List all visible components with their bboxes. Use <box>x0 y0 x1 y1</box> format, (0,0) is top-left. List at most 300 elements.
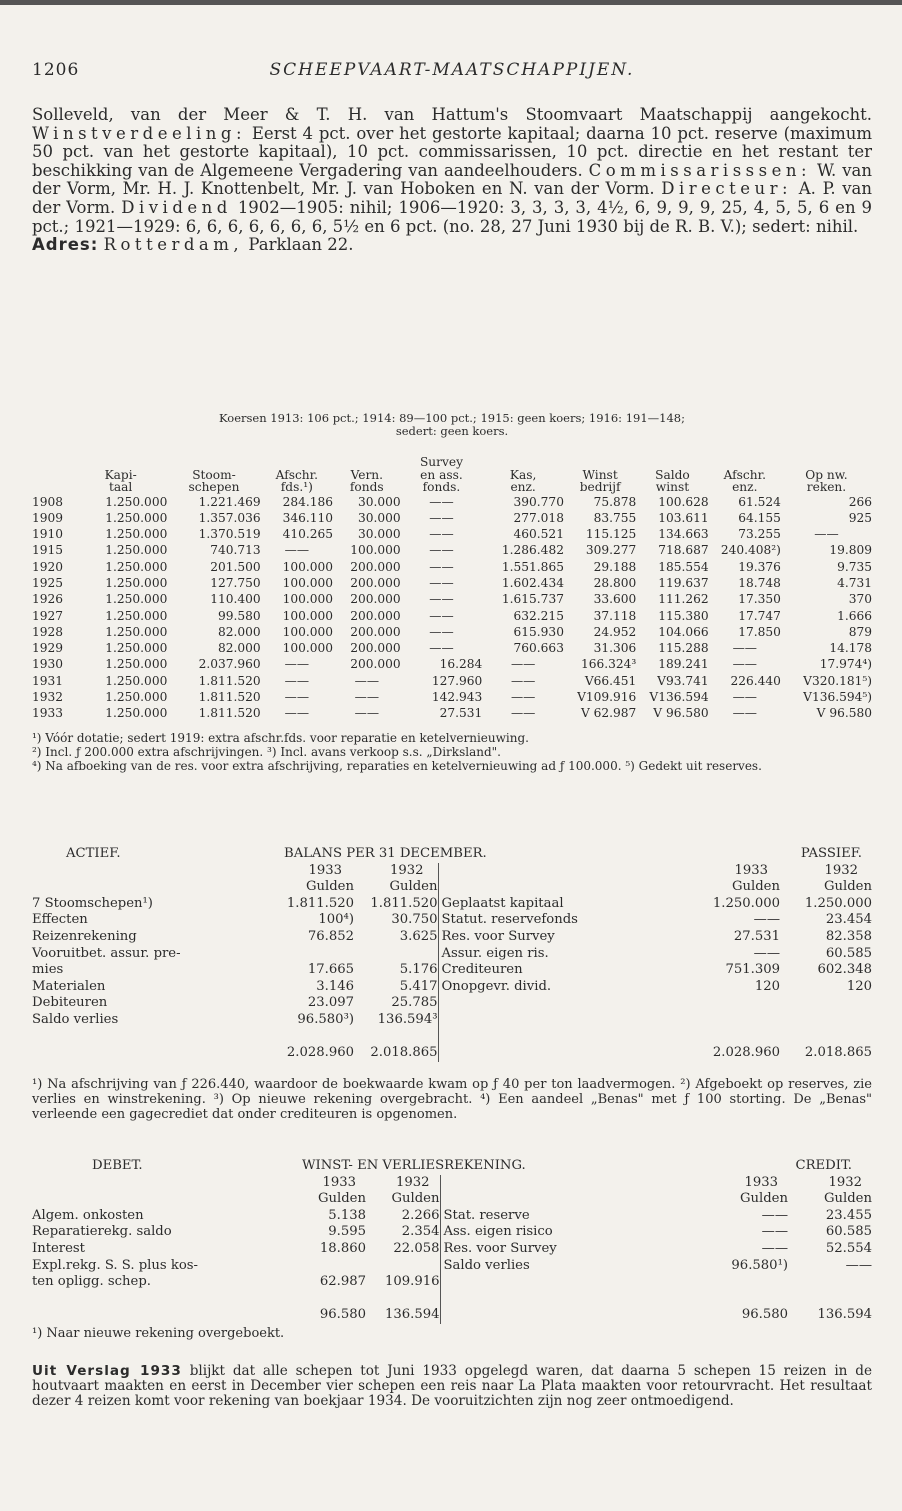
history-cell: 64.155 <box>738 510 781 525</box>
history-cell: 1.250.000 <box>105 494 168 509</box>
wv-row <box>32 1241 872 1258</box>
debet-value-1933: 9.595 <box>328 1224 366 1240</box>
unit-label: Gulden <box>389 879 438 895</box>
passief-label: Crediteuren <box>438 962 690 979</box>
profit-loss-account <box>32 1158 872 1324</box>
passief-value-1932: 120 <box>846 978 872 994</box>
history-row <box>32 526 872 542</box>
actief-value-1932: 5.176 <box>399 962 438 978</box>
history-cell: 615.930 <box>513 624 564 639</box>
history-cell: 82.000 <box>218 641 261 656</box>
history-cell: 1.250.000 <box>105 543 168 558</box>
history-cell: 1.602.434 <box>501 575 564 590</box>
history-cell: 19.376 <box>738 559 781 574</box>
history-cell: 1.250.000 <box>105 641 168 656</box>
history-cell: 100.000 <box>282 592 333 607</box>
history-year: 1931 <box>32 673 64 688</box>
header-line <box>781 456 872 469</box>
history-cell: 200.000 <box>350 657 401 672</box>
unit-label: Gulden <box>824 879 872 895</box>
company-description <box>32 106 872 255</box>
history-cell: 346.110 <box>282 510 333 525</box>
history-cell: 14.178 <box>829 641 872 656</box>
history-cell: —— <box>429 494 454 509</box>
history-cell: 83.755 <box>593 510 637 525</box>
history-row <box>32 575 872 591</box>
header-line: fonds <box>349 480 384 494</box>
history-year: 1915 <box>32 543 64 558</box>
actief-label: 7 Stoomschepen¹) <box>32 895 153 911</box>
history-cell: 200.000 <box>350 559 401 574</box>
year-1932: 1932 <box>828 1174 862 1190</box>
header-line: schepen <box>188 480 240 494</box>
unit-label: Gulden <box>318 1191 366 1207</box>
credit-title: CREDIT. <box>795 1158 852 1173</box>
history-cell: —— <box>510 706 536 721</box>
header-line: Winst <box>582 467 618 482</box>
history-cell: 127.750 <box>210 575 261 590</box>
wv-row <box>32 1258 872 1275</box>
balans-title: BALANS PER 31 DECEMBER. <box>284 846 487 861</box>
balance-row <box>32 1012 872 1029</box>
unit-label: Gulden <box>740 1191 788 1207</box>
empty <box>780 995 872 1012</box>
history-cell: —— <box>284 657 309 672</box>
history-column-header <box>261 456 333 494</box>
history-cell: 61.524 <box>738 494 781 509</box>
history-cell: 718.687 <box>658 543 709 558</box>
history-cell: —— <box>429 641 454 656</box>
header-line: fonds. <box>422 480 461 494</box>
history-cell: 632.215 <box>513 608 564 623</box>
history-cell: 760.663 <box>513 641 564 656</box>
directeur-text: A. P. van der Vorm. <box>32 179 872 217</box>
history-cell: 1.250.000 <box>105 624 168 639</box>
debet-label: Expl.rekg. S. S. plus kos- <box>32 1257 199 1273</box>
history-cell: 309.277 <box>585 543 637 558</box>
actief-value-1933: 3.146 <box>316 978 354 994</box>
history-year: 1932 <box>32 690 64 705</box>
verslag-label: Uit Verslag 1933 <box>32 1363 182 1379</box>
total-credit-1933: 96.580 <box>741 1307 788 1323</box>
history-cell: 284.186 <box>282 494 333 509</box>
history-cell: 740.713 <box>210 543 261 558</box>
empty <box>690 995 780 1012</box>
history-footnote: ¹) Vóór dotatie; sedert 1919: extra afschr.fds. voor reparatie en ketelvernieuwing. <box>32 731 529 745</box>
history-cell: 110.400 <box>210 592 261 607</box>
history-row <box>32 591 872 607</box>
history-cell: 2.037.960 <box>198 657 261 672</box>
credit-label: Saldo verlies <box>440 1258 708 1275</box>
history-row <box>32 640 872 656</box>
wv-year-row <box>32 1175 872 1192</box>
history-cell: —— <box>429 559 454 574</box>
actief-value-1932: 5.417 <box>399 978 438 994</box>
actief-value-1932 <box>354 946 438 963</box>
header-line <box>636 456 708 469</box>
history-cell: 119.637 <box>658 575 709 590</box>
history-cell: 1.370.519 <box>198 527 261 542</box>
history-cell: 200.000 <box>350 575 401 590</box>
verslag-text: blijkt dat alle schepen tot Juni 1933 opgelegd waren, dat daarna 5 schepen 15 reizen in de houtvaart maakten en eerst in December vier schepen een reis naar La Plata maakten voor retourvracht. Het resultaat dezer 4 reizen komt voor rekening van boekjaar 1934. De vooruitzichten zijn nog zeer ontmoedigend. <box>32 1363 873 1410</box>
history-column-header <box>401 456 483 494</box>
history-cell: 17.350 <box>738 592 781 607</box>
history-footnotes <box>32 731 872 773</box>
empty <box>440 1274 708 1291</box>
actief-label: Reizenrekening <box>32 928 137 944</box>
credit-value-1933: —— <box>761 1207 788 1223</box>
scan-top-edge <box>0 0 902 5</box>
history-cell: 100.000 <box>282 559 333 574</box>
header-line: fds.¹) <box>280 480 313 494</box>
history-cell: 16.284 <box>439 657 483 672</box>
passief-value-1932: 602.348 <box>817 962 872 978</box>
history-year: 1930 <box>32 657 64 672</box>
history-cell: 200.000 <box>350 624 401 639</box>
header-line: taal <box>109 480 133 494</box>
history-cell: 1.250.000 <box>105 608 168 623</box>
history-cell: 30.000 <box>357 510 401 525</box>
history-cell: 1.357.036 <box>198 510 261 525</box>
passief-value-1933: 1.250.000 <box>712 895 780 911</box>
header-line: Kas, <box>509 467 537 482</box>
actief-value-1933: 17.665 <box>307 962 354 978</box>
history-cell: —— <box>354 673 379 688</box>
history-cell: 1.286.482 <box>501 543 564 558</box>
balance-row <box>32 946 872 963</box>
passief-value-1932: 82.358 <box>825 928 872 944</box>
history-cell: 111.262 <box>658 592 709 607</box>
empty <box>438 995 690 1012</box>
balance-unit-row <box>32 879 872 896</box>
history-row <box>32 542 872 558</box>
history-cell: 30.000 <box>357 494 401 509</box>
wv-unit-row <box>32 1191 872 1208</box>
history-cell: 1.250.000 <box>105 673 168 688</box>
passief-value-1933: 120 <box>754 978 780 994</box>
history-cell: V93.741 <box>657 673 709 688</box>
balance-title-row <box>32 846 872 863</box>
history-cell: —— <box>732 657 757 672</box>
balance-row <box>32 979 872 996</box>
unit-label: Gulden <box>732 879 780 895</box>
history-footnote: ²) Incl. ƒ 200.000 extra afschrijvingen. ³) Incl. avans verkoop s.s. „Dirksland". <box>32 745 501 759</box>
history-cell: 99.580 <box>218 608 261 623</box>
history-footnote: ⁴) Na afboeking van de res. voor extra afschrijving, reparaties en ketelvernieuwing ad ƒ 100.000. ⁵) Gedekt uit reserves. <box>32 759 762 773</box>
debet-value-1933: 5.138 <box>328 1207 366 1223</box>
history-cell: 1.221.469 <box>198 494 261 509</box>
history-cell: 37.118 <box>593 608 637 623</box>
history-cell: —— <box>429 608 454 623</box>
history-cell: 104.066 <box>658 624 709 639</box>
history-cell: 1.250.000 <box>105 592 168 607</box>
debet-value-1932: 109.916 <box>384 1274 440 1290</box>
koersen-line-2: sedert: geen koers. <box>395 424 509 438</box>
header-line: en ass. <box>420 467 463 482</box>
history-cell: 185.554 <box>658 559 709 574</box>
history-cell: 1.811.520 <box>198 673 261 688</box>
history-cell: 31.306 <box>593 641 637 656</box>
passief-value-1932: 60.585 <box>825 945 872 961</box>
history-cell: 266 <box>848 494 872 509</box>
header-line <box>74 456 167 469</box>
history-year: 1927 <box>32 608 64 623</box>
history-row <box>32 673 872 689</box>
total-debet-1932: 136.594 <box>384 1307 440 1323</box>
history-cell: —— <box>429 527 454 542</box>
passief-label: Res. voor Survey <box>438 929 690 946</box>
adres-street: Parklaan 22. <box>248 235 354 255</box>
financial-history-table <box>32 456 872 722</box>
history-cell: 240.408²) <box>720 543 781 558</box>
actief-label: Materialen <box>32 978 106 994</box>
wv-row <box>32 1208 872 1225</box>
debet-label: Interest <box>32 1240 85 1256</box>
actief-label: mies <box>32 962 64 978</box>
credit-label: Ass. eigen risico <box>440 1224 708 1241</box>
passief-title: PASSIEF. <box>800 846 862 861</box>
history-year: 1926 <box>32 592 64 607</box>
passief-value-1933: 27.531 <box>733 928 780 944</box>
header-line: Saldo <box>655 467 690 482</box>
history-cell: 33.600 <box>593 592 637 607</box>
total-credit-1932: 136.594 <box>817 1307 872 1323</box>
total-debet-1933: 96.580 <box>319 1307 366 1323</box>
header-line <box>333 456 401 469</box>
unit-label: Gulden <box>306 879 354 895</box>
wv-footnote: ¹) Naar nieuwe rekening overgeboekt. <box>32 1326 285 1341</box>
winstverdeeling-label: Winstverdeeling: <box>32 123 247 143</box>
history-cell: 1.551.865 <box>501 559 564 574</box>
header-line: Op nw. <box>805 467 848 482</box>
history-year: 1909 <box>32 510 64 525</box>
history-column-header <box>636 456 708 494</box>
history-cell: 370 <box>848 592 872 607</box>
history-cell: 73.255 <box>738 527 781 542</box>
unit-label: Gulden <box>824 1191 872 1207</box>
header-line <box>167 456 260 469</box>
year-1933: 1933 <box>734 862 768 878</box>
history-cell: 189.241 <box>658 657 709 672</box>
actief-value-1933: 96.580³) <box>297 1011 354 1027</box>
actief-label: Effecten <box>32 912 88 928</box>
header-line: bedrijf <box>579 480 621 494</box>
history-cell: 100.000 <box>282 575 333 590</box>
history-cell: 100.000 <box>282 608 333 623</box>
history-header-row <box>32 456 872 494</box>
history-cell: —— <box>510 690 536 705</box>
actief-label: Debiteuren <box>32 995 108 1011</box>
history-cell: 100.628 <box>658 494 709 509</box>
empty <box>690 1012 780 1029</box>
history-cell: 200.000 <box>350 608 401 623</box>
history-cell: 1.250.000 <box>105 559 168 574</box>
history-cell: 1.250.000 <box>105 527 168 542</box>
history-cell: 200.000 <box>350 592 401 607</box>
history-cell: 30.000 <box>357 527 401 542</box>
empty <box>780 1012 872 1029</box>
history-year: 1920 <box>32 559 64 574</box>
balance-total-row <box>32 1045 872 1062</box>
history-cell: 18.748 <box>738 575 781 590</box>
year-1933: 1933 <box>322 1174 356 1190</box>
history-cell: 127.960 <box>431 673 483 688</box>
history-cell: —— <box>429 624 454 639</box>
unit-label: Gulden <box>391 1191 440 1207</box>
history-cell: 82.000 <box>218 624 261 639</box>
balance-year-row <box>32 863 872 880</box>
history-cell: 390.770 <box>513 494 564 509</box>
actief-value-1933 <box>270 946 354 963</box>
history-cell: —— <box>732 690 757 705</box>
passief-value-1932: 1.250.000 <box>804 895 872 911</box>
history-cell: 24.952 <box>593 624 637 639</box>
history-cell: 1.250.000 <box>105 575 168 590</box>
history-cell: —— <box>732 641 757 656</box>
debet-value-1933: 18.860 <box>319 1240 366 1256</box>
history-column-header <box>74 456 167 494</box>
history-cell: V136.594 <box>649 690 709 705</box>
history-cell: —— <box>284 706 309 721</box>
history-cell: —— <box>429 543 454 558</box>
header-line: Afschr. <box>275 467 319 482</box>
history-cell: 1.811.520 <box>198 690 261 705</box>
passief-value-1933: —— <box>753 945 780 961</box>
history-cell: 17.850 <box>738 624 781 639</box>
history-row <box>32 510 872 526</box>
wv-row <box>32 1274 872 1291</box>
passief-value-1932: 23.454 <box>825 912 872 928</box>
history-cell: V320.181⁵) <box>803 673 872 688</box>
history-cell: —— <box>284 673 309 688</box>
history-cell: 201.500 <box>210 559 261 574</box>
balance-row <box>32 995 872 1012</box>
header-line <box>709 456 781 469</box>
dividend-text: 1902—1905: nihil; 1906—1920: 3, 3, 3, 3, 4½, 6, 9, 9, 9, 25, 4, 5, 5, 6 en 9 pct.; 1921—1929: 6, 6, 6, 6, 6, 6, 6, 5½ en 6 pct. (no. 28, 27 Juni 1930 bij de R. B. V.); sedert: nihil. <box>32 197 873 236</box>
balance-row <box>32 962 872 979</box>
history-cell: —— <box>510 657 536 672</box>
wv-title-row <box>32 1158 872 1175</box>
history-cell: 1.250.000 <box>105 706 168 721</box>
debet-value-1933: 62.987 <box>319 1274 366 1290</box>
history-cell: 1.615.737 <box>501 592 564 607</box>
history-cell: 460.521 <box>513 527 564 542</box>
history-cell: 879 <box>848 624 872 639</box>
history-cell: —— <box>284 543 309 558</box>
header-line <box>564 456 636 469</box>
history-year: 1908 <box>32 494 64 509</box>
history-cell: 1.811.520 <box>198 706 261 721</box>
history-year: 1929 <box>32 641 64 656</box>
history-cell: 19.809 <box>829 543 872 558</box>
actief-value-1932: 136.594³ <box>377 1011 438 1027</box>
actief-value-1932: 1.811.520 <box>370 895 438 911</box>
balance-footnotes: ¹) Na afschrijving van ƒ 226.440, waardoor de boekwaarde kwam op ƒ 40 per ton laadvermogen. ²) Afgeboekt op reserves, zie verlies en winstrekening. ³) Op nieuwe rekening overgebracht. ⁴) Een aandeel „Benas" met ƒ 100 storting. De „Benas" verleende een gagecrediet dat onder crediteuren is opgenomen. <box>32 1077 872 1122</box>
history-cell: V 62.987 <box>580 706 637 721</box>
header-line: winst <box>655 480 690 494</box>
total-actief-1932: 2.018.865 <box>370 1045 438 1061</box>
history-cell: 226.440 <box>730 673 781 688</box>
actief-value-1933: 1.811.520 <box>286 895 354 911</box>
credit-value-1932: 52.554 <box>825 1240 872 1256</box>
history-cell: 166.324³ <box>580 657 637 672</box>
balance-sheet <box>32 846 872 1062</box>
wv-total-row <box>32 1307 872 1324</box>
balance-row <box>32 929 872 946</box>
commissarissen-label: Commissarisssen: <box>588 160 812 180</box>
history-cell: 9.735 <box>837 559 872 574</box>
history-column-header <box>167 456 260 494</box>
credit-value-1932: 23.455 <box>825 1207 872 1223</box>
history-cell: V109.916 <box>577 690 637 705</box>
empty <box>438 1012 690 1029</box>
year-1932: 1932 <box>395 1174 430 1190</box>
history-row <box>32 624 872 640</box>
adres-city: Rotterdam, <box>103 235 244 255</box>
history-cell: 410.265 <box>282 527 333 542</box>
total-actief-1933: 2.028.960 <box>286 1045 354 1061</box>
koersen-line-1: Koersen 1913: 106 pct.; 1914: 89—100 pct.; 1915: geen koers; 1916: 191—148; <box>219 411 685 425</box>
history-cell: 1.250.000 <box>105 690 168 705</box>
adres-label: Adres: <box>32 235 99 255</box>
passief-value-1933: —— <box>753 912 780 928</box>
year-header <box>32 456 74 494</box>
running-title: SCHEEPVAART-MAATSCHAPPIJEN. <box>269 60 635 80</box>
header-line: Kapi- <box>104 467 137 482</box>
history-cell: 115.125 <box>585 527 637 542</box>
history-cell: V 96.580 <box>653 706 709 721</box>
history-cell: —— <box>429 575 454 590</box>
header-line: enz. <box>732 480 758 494</box>
history-cell: 100.000 <box>350 543 401 558</box>
history-year: 1928 <box>32 624 64 639</box>
debet-label: Algem. onkosten <box>32 1207 144 1223</box>
header-line: enz. <box>510 480 536 494</box>
wv-row <box>32 1224 872 1241</box>
history-cell: —— <box>284 690 309 705</box>
history-cell: 925 <box>848 510 872 525</box>
debet-value-1932: 2.354 <box>401 1224 440 1240</box>
actief-label: Saldo verlies <box>32 1011 119 1027</box>
debet-value-1932: 22.058 <box>393 1240 440 1256</box>
history-row <box>32 494 872 510</box>
header-line <box>482 456 564 469</box>
history-year: 1933 <box>32 706 64 721</box>
wv-title: WINST- EN VERLIESREKENING. <box>302 1158 526 1173</box>
balance-row <box>32 896 872 913</box>
total-passief-1932: 2.018.865 <box>804 1045 872 1061</box>
history-cell: 1.666 <box>837 608 872 623</box>
header-line: reken. <box>806 480 847 494</box>
history-column-header <box>333 456 401 494</box>
history-cell: 103.611 <box>658 510 709 525</box>
header-line: Vern. <box>350 467 384 482</box>
acquisition-text: Solleveld, van der Meer & T. H. van Hattum's Stoomvaart Maatschappij aangekocht. <box>32 105 872 124</box>
history-cell: 134.663 <box>658 527 709 542</box>
header-line: Survey <box>419 455 463 469</box>
history-cell: 4.731 <box>837 575 872 590</box>
balance-row <box>32 912 872 929</box>
history-cell: —— <box>354 706 379 721</box>
commissarissen-text: W. van der Vorm, Mr. H. J. Knottenbelt, Mr. J. van Hoboken en N. van der Vorm. <box>32 160 872 199</box>
actief-value-1932: 3.625 <box>399 928 438 944</box>
actief-value-1932: 25.785 <box>391 995 438 1011</box>
credit-value-1933: 96.580¹) <box>731 1257 788 1273</box>
header-line: Afschr. <box>723 467 766 482</box>
history-cell: 29.188 <box>593 559 637 574</box>
history-cell: 115.288 <box>658 641 709 656</box>
page-header <box>32 60 872 84</box>
